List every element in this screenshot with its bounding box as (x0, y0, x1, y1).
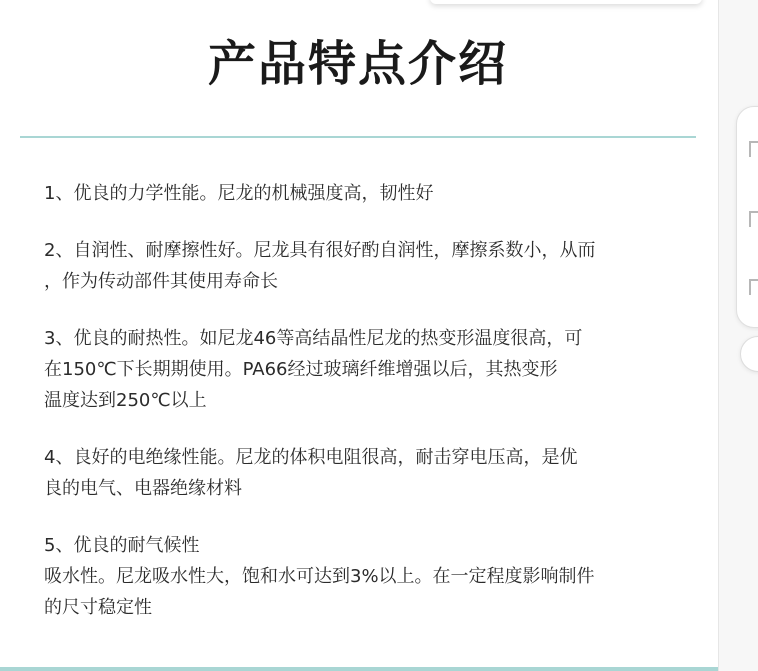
feature-line: 吸水性。尼龙吸水性大，饱和水可达到3%以上。在一定程度影响制件 (44, 566, 595, 587)
sidebar-glyph-icon (749, 279, 758, 295)
feature-line: 5、优良的耐气候性 (44, 535, 200, 556)
feature-line: 2、自润性、耐摩擦性好。尼龙具有很好酌自润性，摩擦系数小，从而 (44, 240, 596, 261)
feature-line: ，作为传动部件其使用寿命长 (44, 271, 278, 292)
bottom-accent-line (0, 667, 718, 671)
feature-line: 的尺寸稳定性 (44, 597, 152, 618)
feature-line: 3、优良的耐热性。如尼龙46等高结晶性尼龙的热变形温度很高，可 (44, 328, 583, 349)
feature-line: 1、优良的力学性能。尼龙的机械强度高，韧性好 (44, 183, 434, 204)
feature-item (44, 323, 680, 416)
feature-line: 温度达到250℃以上 (44, 390, 207, 411)
feature-list (44, 178, 680, 623)
feature-item (44, 530, 680, 623)
sidebar-glyph-icon (749, 211, 758, 227)
feature-line: 良的电气、电器绝缘材料 (44, 478, 242, 499)
right-sidebar (718, 0, 758, 671)
sidebar-card[interactable] (736, 106, 758, 328)
sidebar-glyph-icon (749, 141, 758, 157)
page-title: 产品特点介绍 (207, 36, 508, 92)
feature-item (44, 235, 680, 297)
feature-line: 在150℃下长期期使用。PA66经过玻璃纤维增强以后，其热变形 (44, 359, 558, 380)
feature-item (44, 442, 680, 504)
feature-item (44, 178, 680, 209)
title-divider (20, 136, 696, 138)
feature-line: 4、良好的电绝缘性能。尼龙的体积电阻很高，耐击穿电压高，是优 (44, 447, 578, 468)
top-floating-panel (430, 0, 702, 4)
